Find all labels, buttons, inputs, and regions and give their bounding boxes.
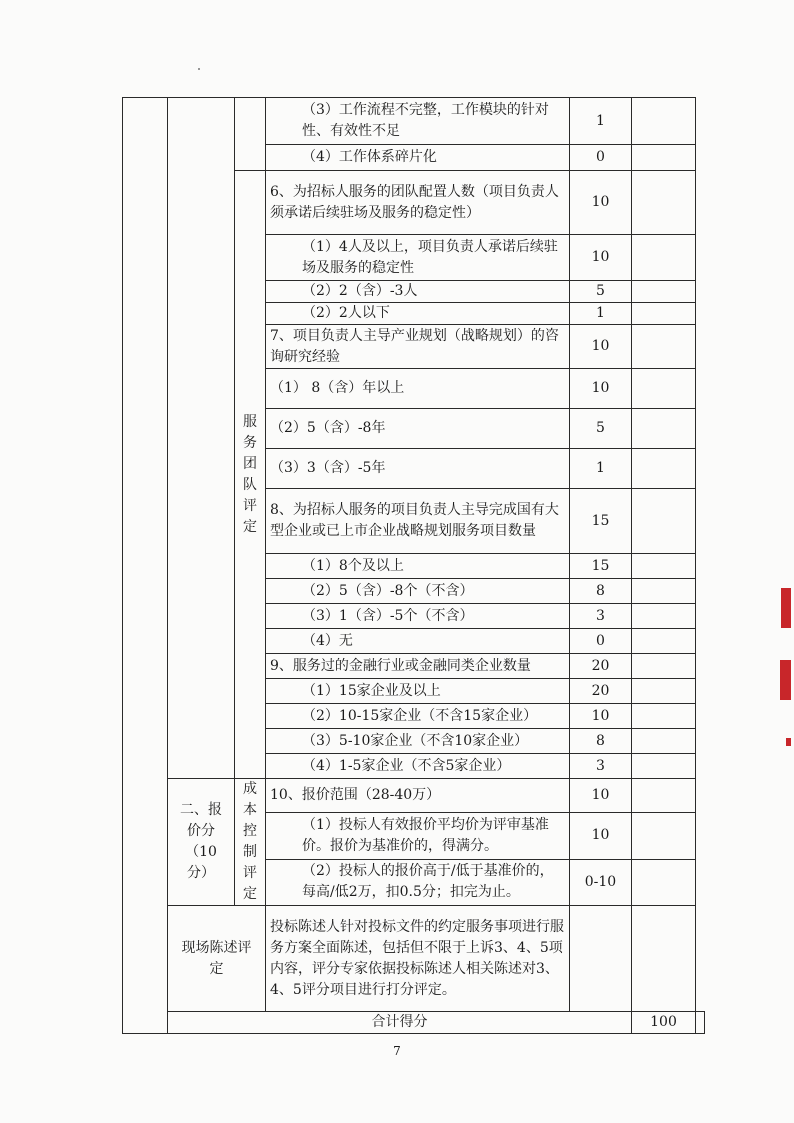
awarded-score-cell <box>632 813 696 859</box>
criterion-score: 10 <box>570 235 632 281</box>
criterion-text: 9、服务过的金融行业或金融同类企业数量 <box>266 654 570 679</box>
criterion-score: 1 <box>570 449 632 489</box>
page-number: 7 <box>393 1044 401 1058</box>
criterion-text: （2）5（含）-8年 <box>266 409 570 449</box>
awarded-score-cell <box>632 171 696 235</box>
criterion-score: 10 <box>570 325 632 369</box>
criterion-score: 0 <box>570 145 632 171</box>
criterion-text: （2）投标人的报价高于/低于基准价的，每高/低2万，扣0.5分；扣完为止。 <box>266 859 570 905</box>
scoring-table <box>122 97 705 1034</box>
criterion-score: 15 <box>570 554 632 579</box>
criterion-score: 8 <box>570 579 632 604</box>
seal-stamp-fragment <box>780 660 791 700</box>
criterion-text: （1） 8（含）年以上 <box>266 369 570 409</box>
scan-speck <box>198 68 200 70</box>
awarded-score-cell <box>632 604 696 629</box>
awarded-score-cell <box>632 281 696 303</box>
cost-control-label: 成本控制评定 <box>235 779 266 906</box>
criterion-score: 10 <box>570 369 632 409</box>
awarded-score-cell <box>632 145 696 171</box>
criterion-score: 5 <box>570 409 632 449</box>
criterion-text: （3）3（含）-5年 <box>266 449 570 489</box>
criterion-text: （1）4人及以上，项目负责人承诺后续驻场及服务的稳定性 <box>266 235 570 281</box>
criterion-text: 6、为招标人服务的团队配置人数（项目负责人须承诺后续驻场及服务的稳定性） <box>266 171 570 235</box>
criterion-text: （3）5-10家企业（不含10家企业） <box>266 729 570 754</box>
criterion-score: 1 <box>570 98 632 145</box>
criterion-score: 5 <box>570 281 632 303</box>
criterion-text: （1）8个及以上 <box>266 554 570 579</box>
awarded-score-cell <box>632 303 696 325</box>
criterion-text: （4）工作体系碎片化 <box>266 145 570 171</box>
criterion-score: 1 <box>570 303 632 325</box>
awarded-score-cell <box>632 906 696 1012</box>
price-section-label: 二、报价分（10分） <box>168 779 235 906</box>
awarded-score-cell <box>632 489 696 554</box>
awarded-score-cell <box>632 754 696 779</box>
awarded-score-cell <box>632 409 696 449</box>
criterion-text: （4）1-5家企业（不含5家企业） <box>266 754 570 779</box>
criterion-score: 10 <box>570 813 632 859</box>
total-label: 合计得分 <box>168 1012 632 1034</box>
criterion-score: 10 <box>570 704 632 729</box>
awarded-score-cell <box>632 449 696 489</box>
criterion-text: （1）15家企业及以上 <box>266 679 570 704</box>
subcategory-cell <box>168 98 235 779</box>
awarded-score-cell <box>632 629 696 654</box>
criterion-text: 10、报价范围（28-40万） <box>266 779 570 813</box>
criterion-text: （3）1（含）-5个（不含） <box>266 604 570 629</box>
criterion-score: 20 <box>570 654 632 679</box>
criterion-text: （4）无 <box>266 629 570 654</box>
seal-stamp-fragment <box>781 588 791 628</box>
criterion-text: （2）2人以下 <box>266 303 570 325</box>
awarded-score-cell <box>632 98 696 145</box>
awarded-score-cell <box>632 554 696 579</box>
criterion-score <box>570 906 632 1012</box>
awarded-score-cell <box>632 779 696 813</box>
criterion-text: （1）投标人有效报价平均价为评审基准价。报价为基准价的，得满分。 <box>266 813 570 859</box>
criterion-score: 0-10 <box>570 859 632 905</box>
criterion-score: 15 <box>570 489 632 554</box>
criterion-text: （2）10-15家企业（不含15家企业） <box>266 704 570 729</box>
criterion-text: （3）工作流程不完整，工作模块的针对性、有效性不足 <box>266 98 570 145</box>
criterion-text: （2）5（含）-8个（不含） <box>266 579 570 604</box>
service-team-label: 服务团队评定 <box>235 171 266 779</box>
criterion-score: 10 <box>570 779 632 813</box>
criterion-score: 10 <box>570 171 632 235</box>
outer-category-cell <box>123 98 168 1034</box>
awarded-score-cell <box>632 325 696 369</box>
criterion-score: 20 <box>570 679 632 704</box>
total-score: 100 <box>632 1012 696 1034</box>
prior-category-cell <box>235 98 266 171</box>
presentation-label: 现场陈述评定 <box>168 906 266 1012</box>
criterion-score: 8 <box>570 729 632 754</box>
criterion-text: （2）2（含）-3人 <box>266 281 570 303</box>
awarded-score-cell <box>632 729 696 754</box>
criterion-score: 3 <box>570 754 632 779</box>
criterion-score: 3 <box>570 604 632 629</box>
awarded-score-cell <box>632 704 696 729</box>
awarded-score-cell <box>632 369 696 409</box>
awarded-score-cell <box>632 679 696 704</box>
criterion-text: 7、项目负责人主导产业规划（战略规划）的咨询研究经验 <box>266 325 570 369</box>
criterion-text: 投标陈述人针对投标文件的约定服务事项进行服务方案全面陈述，包括但不限于上诉3、4、5项内容，评分专家依据投标陈述人相关陈述对3、4、5评分项目进行打分评定。 <box>266 906 570 1012</box>
awarded-score-cell <box>632 654 696 679</box>
awarded-score-cell <box>632 859 696 905</box>
seal-stamp-fragment <box>786 738 791 746</box>
awarded-score-cell <box>632 235 696 281</box>
total-awarded-cell <box>696 1012 705 1034</box>
awarded-score-cell <box>632 579 696 604</box>
criterion-score: 0 <box>570 629 632 654</box>
criterion-text: 8、为招标人服务的项目负责人主导完成国有大型企业或已上市企业战略规划服务项目数量 <box>266 489 570 554</box>
